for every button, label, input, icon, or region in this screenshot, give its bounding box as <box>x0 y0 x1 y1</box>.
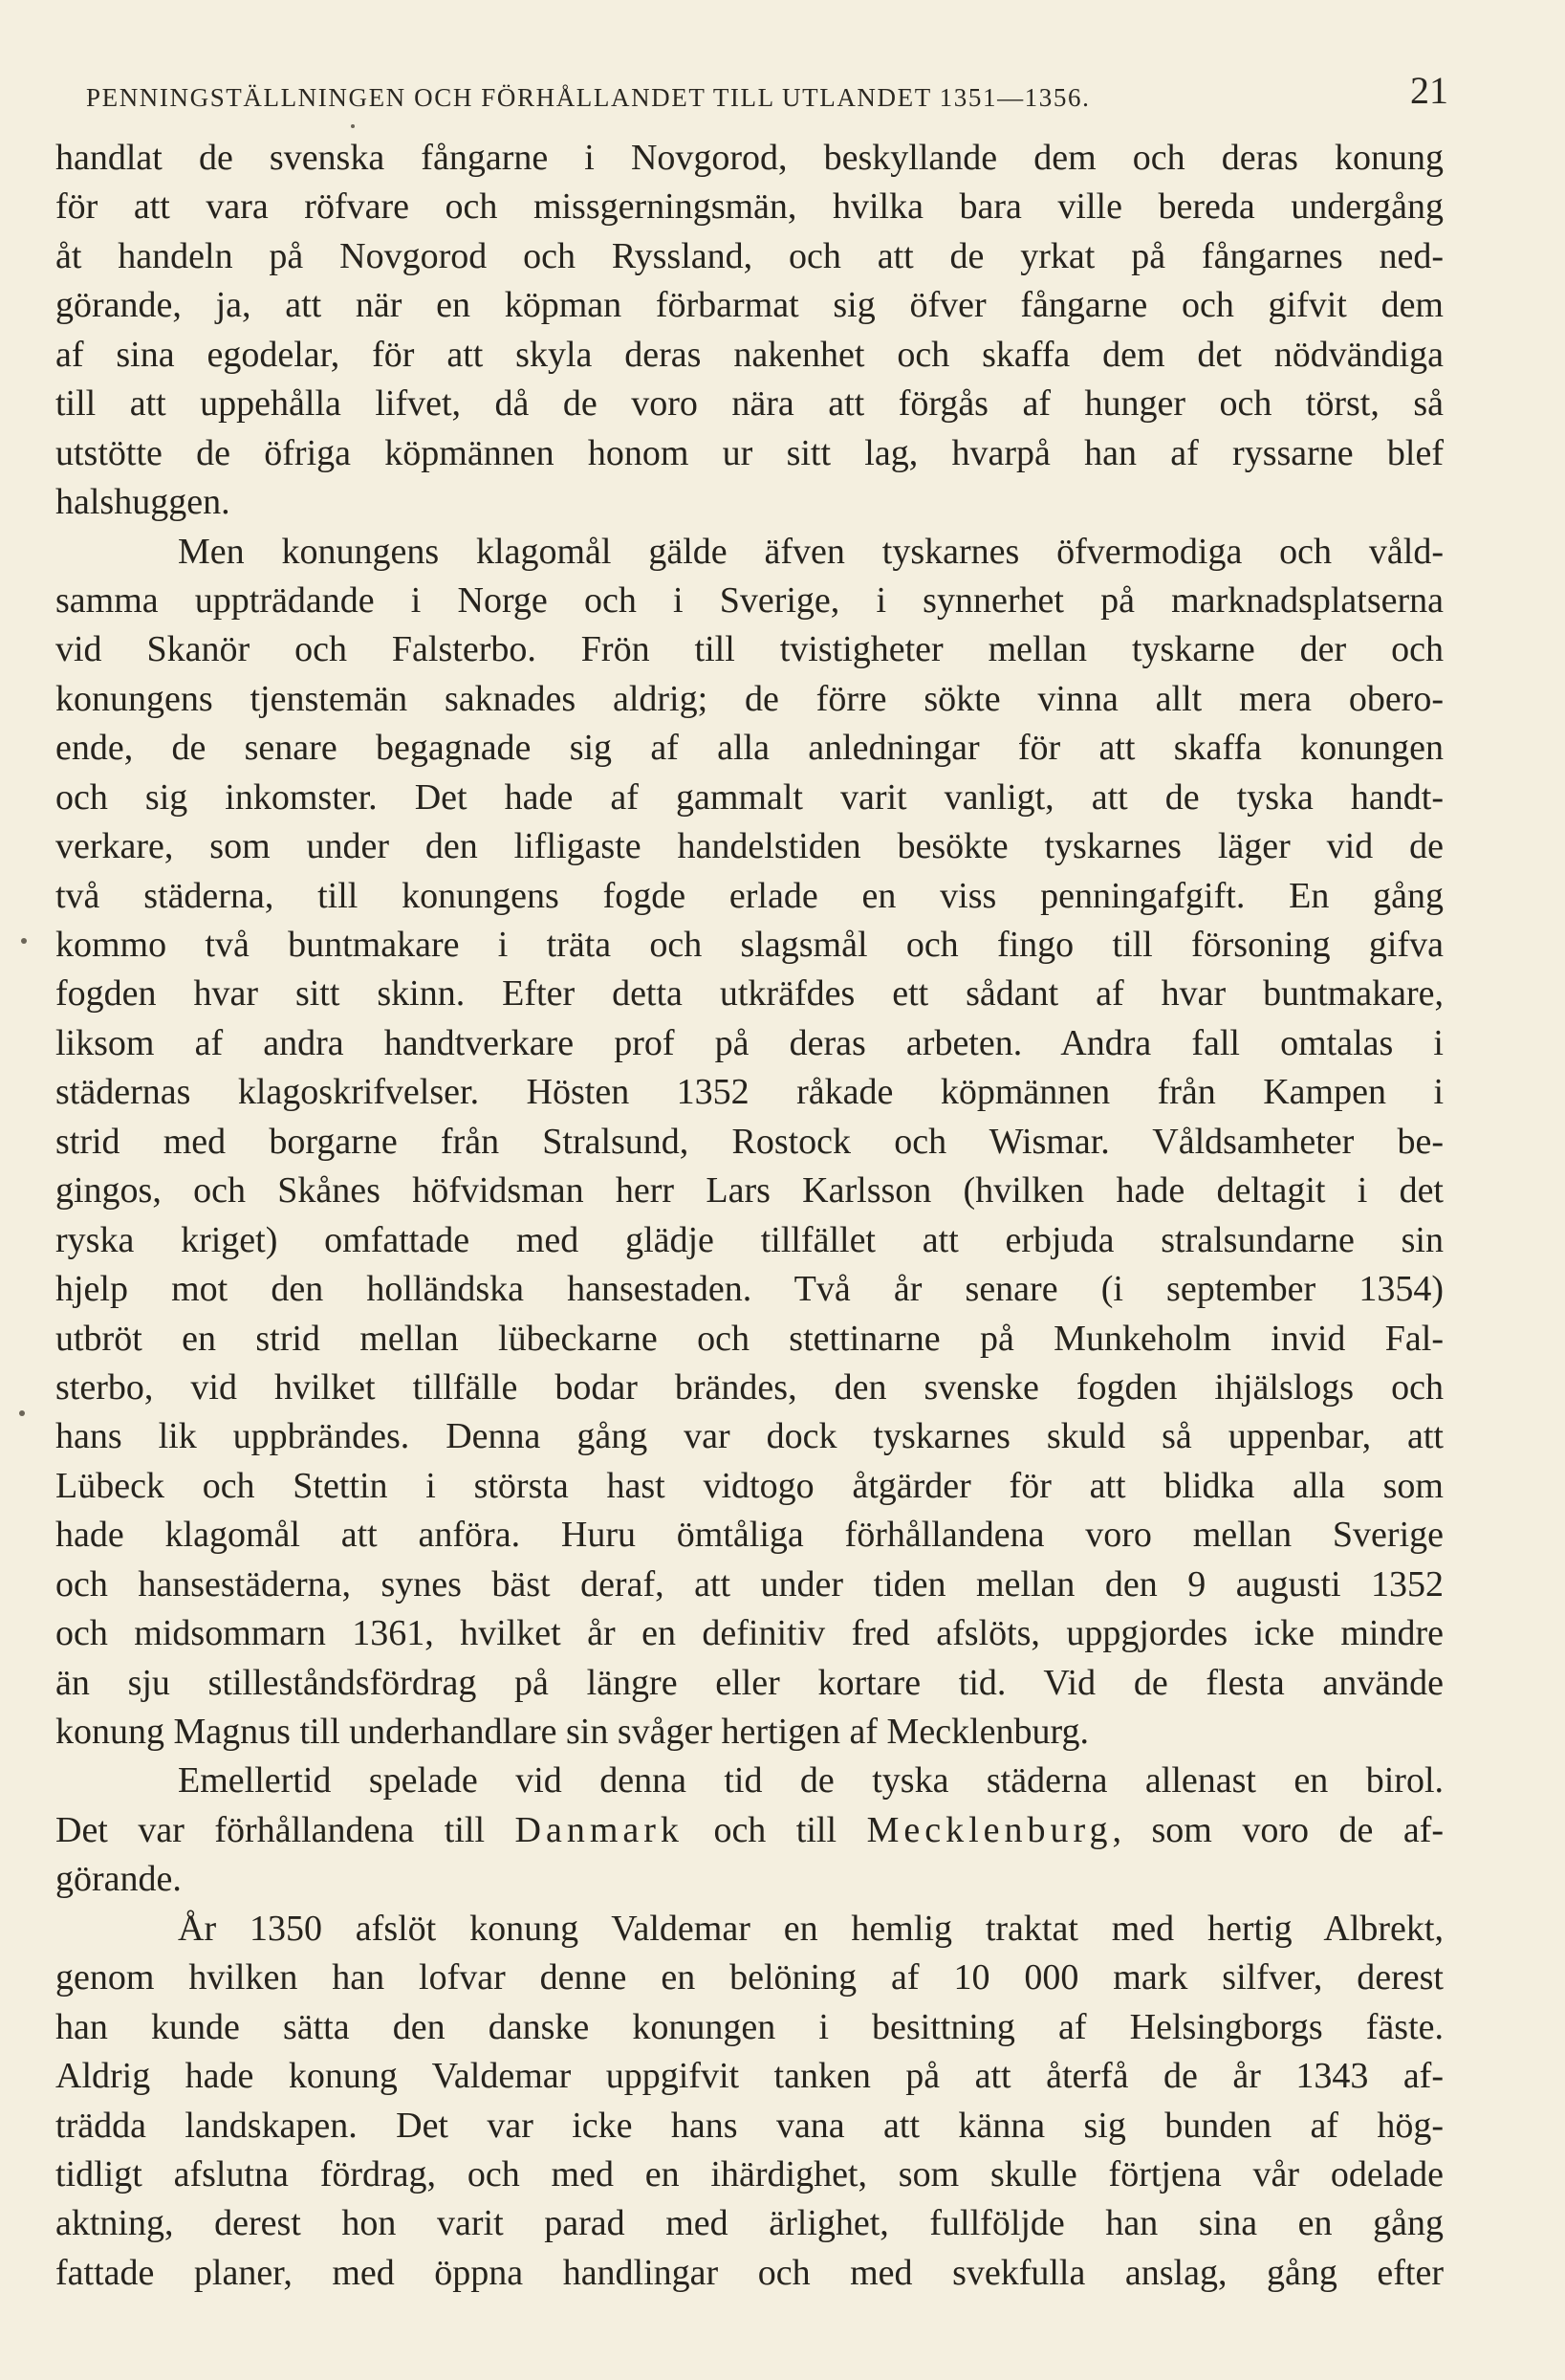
text-line: Aldrig hade konung Valdemar uppgifvit tanken på att återfå de år 1343 af- <box>55 2056 1444 2097</box>
spaced-name-danmark: Danmark <box>514 1809 684 1850</box>
text-line: strid med borgarne från Stralsund, Rostock och Wismar. Våldsamheter be- <box>55 1121 1444 1162</box>
text-line: handlat de svenska fångarne i Novgorod, beskyllande dem och deras konung <box>55 138 1444 178</box>
body-text <box>55 134 1444 2298</box>
text-line: genom hvilken han lofvar denne en belöning af 10 000 mark silfver, derest <box>55 1957 1444 1998</box>
text-line: och midsommarn 1361, hvilket år en definitiv fred afslöts, uppgjordes icke mindre <box>55 1613 1444 1654</box>
paragraph-end-line: halshuggen. <box>55 482 230 523</box>
paragraph-first-line: År 1350 afslöt konung Valdemar en hemlig traktat med hertig Albrekt, <box>178 1908 1444 1949</box>
text-line: görande, ja, att när en köpman förbarmat sig öfver fångarne och gifvit dem <box>55 285 1444 326</box>
text-line: vid Skanör och Falsterbo. Frön till tvistigheter mellan tyskarne der och <box>55 629 1444 670</box>
text-line: Lübeck och Stettin i största hast vidtogo åtgärder för att blidka alla som <box>55 1465 1444 1506</box>
running-header-title: PENNINGSTÄLLNINGEN OCH FÖRHÅLLANDET TILL UTLANDET 1351—1356. <box>86 83 1091 112</box>
text-line: tidligt afslutna fördrag, och med en ihärdighet, som skulle förtjena vår odelade <box>55 2153 1444 2194</box>
running-header <box>86 65 1448 113</box>
text-line: utbröt en strid mellan lübeckarne och stettinarne på Munkeholm invid Fal- <box>55 1318 1444 1359</box>
text-line: af sina egodelar, för att skyla deras nakenhet och skaffa dem det nödvändiga <box>55 334 1444 375</box>
print-speck <box>21 938 27 944</box>
text-line: konungens tjenstemän saknades aldrig; de förre sökte vinna allt mera obero- <box>55 678 1444 719</box>
line-segment: Det var förhållandena till <box>55 1809 486 1850</box>
text-line: liksom af andra handtverkare prof på deras arbeten. Andra fall omtalas i <box>55 1022 1444 1063</box>
spaced-name-mecklenburg: Mecklenburg <box>866 1809 1113 1850</box>
text-line: till att uppehålla lifvet, då de voro nära att förgås af hunger och törst, så <box>55 383 1444 425</box>
text-line: sterbo, vid hvilket tillfälle bodar brändes, den svenske fogden ihjälslogs och <box>55 1366 1444 1408</box>
text-line: fattade planer, med öppna handlingar och med svekfulla anslag, gång efter <box>55 2252 1444 2293</box>
text-line: gingos, och Skånes höfvidsman herr Lars Karlsson (hvilken hade deltagit i det <box>55 1170 1444 1212</box>
text-line: han kunde sätta den danske konungen i besittning af Helsingborgs fäste. <box>55 2006 1444 2047</box>
text-line: två städerna, till konungens fogde erlade en viss penningafgift. En gång <box>55 875 1444 916</box>
paragraph-end-line: konung Magnus till underhandlare sin svåger hertigen af Mecklenburg. <box>55 1712 1089 1752</box>
text-line: kommo två buntmakare i träta och slagsmål och fingo till försoning gifva <box>55 925 1444 965</box>
text-line: verkare, som under den lifligaste handelstiden besökte tyskarnes läger vid de <box>55 826 1444 867</box>
paragraph-end-line: görande. <box>55 1859 182 1900</box>
text-line: fogden hvar sitt skinn. Efter detta utkräfdes ett sådant af hvar buntmakare, <box>55 973 1444 1015</box>
paragraph-first-line: Emellertid spelade vid denna tid de tyska städerna allenast en birol. <box>178 1760 1444 1801</box>
text-line: och sig inkomster. Det hade af gammalt varit vanligt, att de tyska handt- <box>55 776 1444 818</box>
text-line: ryska kriget) omfattade med glädje tillfället att erbjuda stralsundarne sin <box>55 1219 1444 1260</box>
text-line: utstötte de öfriga köpmännen honom ur sitt lag, hvarpå han af ryssarne blef <box>55 432 1444 473</box>
print-speck <box>351 124 355 128</box>
text-line: trädda landskapen. Det var icke hans vana att känna sig bunden af hög- <box>55 2105 1444 2146</box>
paragraph-first-line: Men konungens klagomål gälde äfven tyskarnes öfvermodiga och våld- <box>178 531 1444 572</box>
text-line: och hansestäderna, synes bäst deraf, att under tiden mellan den 9 augusti 1352 <box>55 1563 1444 1605</box>
text-line-spaced <box>55 1806 1444 1855</box>
text-line: städernas klagoskrifvelser. Hösten 1352 råkade köpmännen från Kampen i <box>55 1072 1444 1113</box>
line-segment: , som voro de af- <box>1112 1809 1445 1850</box>
line-segment: och till <box>713 1809 837 1850</box>
page-number: 21 <box>1410 69 1448 112</box>
text-line: för att vara röfvare och missgerningsmän, hvilka bara ville bereda undergång <box>55 186 1444 228</box>
text-line: ende, de senare begagnade sig af alla anledningar för att skaffa konungen <box>55 728 1444 769</box>
text-line: aktning, derest hon varit parad med ärlighet, fullföljde han sina en gång <box>55 2203 1444 2244</box>
text-line: åt handeln på Novgorod och Ryssland, och att de yrkat på fångarnes ned- <box>55 235 1444 276</box>
print-speck <box>19 1410 25 1416</box>
text-line: än sju stilleståndsfördrag på längre eller kortare tid. Vid de flesta använde <box>55 1662 1444 1703</box>
text-line: hade klagomål att anföra. Huru ömtåliga förhållandena voro mellan Sverige <box>55 1515 1444 1556</box>
text-line: hans lik uppbrändes. Denna gång var dock tyskarnes skuld så uppenbar, att <box>55 1416 1444 1457</box>
text-line: samma uppträdande i Norge och i Sverige, i synnerhet på marknadsplatserna <box>55 579 1444 621</box>
text-line: hjelp mot den holländska hansestaden. Två år senare (i september 1354) <box>55 1269 1444 1310</box>
